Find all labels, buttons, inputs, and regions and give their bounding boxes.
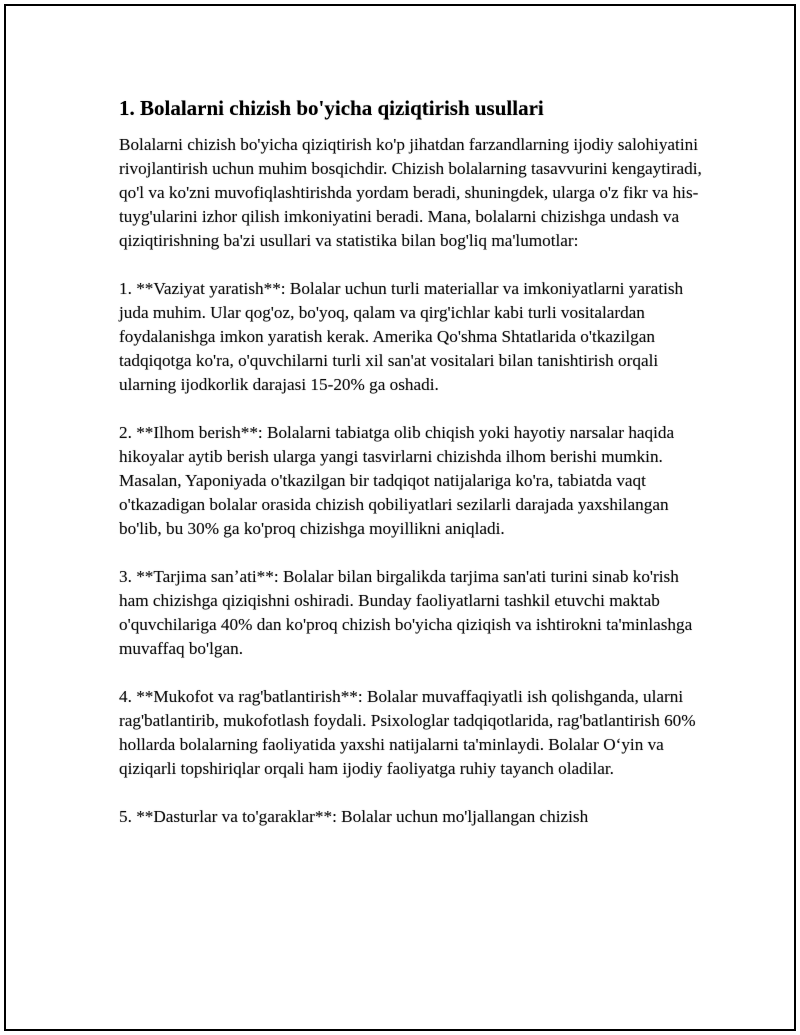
section-heading: 1. Bolalarni chizish bo'yicha qiziqtirish usullari	[119, 96, 544, 120]
list-item: 5. **Dasturlar va to'garaklar**: Bolalar uchun mo'ljallangan chizish	[119, 807, 589, 826]
document-body	[119, 95, 709, 853]
list-item: 4. **Mukofot va rag'batlantirish**: Bolalar muvaffaqiyatli ish qolishganda, ularni rag'batlantirib, mukofotlash foydali. Psixologlar tadqiqotlarida, rag'batlantirish 60% hollarda bolalarning faoliyatida yaxshi natijalarni ta'minlaydi. Bolalar O‘yin va qiziqarli topshiriqlar orqali ham ijodiy faoliyatga ruhiy tayanch oladilar.	[119, 687, 696, 778]
document-page	[4, 4, 796, 1031]
intro-paragraph: Bolalarni chizish bo'yicha qiziqtirish ko'p jihatdan farzandlarning ijodiy salohiyatini rivojlantirish uchun muhim bosqichdir. Chizish bolalarning tasavvurini kengaytiradi, qo'l va ko'zni muvofiqlashtirishda yordam beradi, shuningdek, ularga o'z fikr va his-tuyg'ularini izhor qilish imkoniyatini beradi. Mana, bolalarni chizishga undash va qiziqtirishning ba'zi usullari va statistika bilan bog'liq ma'lumotlar:	[119, 135, 702, 250]
list-item: 3. **Tarjima sanʼati**: Bolalar bilan birgalikda tarjima san'ati turini sinab ko'rish ham chizishga qiziqishni oshiradi. Bunday faoliyatlarni tashkil etuvchi maktab o'quvchilariga 40% dan ko'proq chizish bo'yicha qiziqish va ishtirokni ta'minlashga muvaffaq bo'lgan.	[119, 567, 693, 658]
list-item: 1. **Vaziyat yaratish**: Bolalar uchun turli materiallar va imkoniyatlarni yaratish juda muhim. Ular qog'oz, bo'yoq, qalam va qirg'ichlar kabi turli vositalardan foydalanishga imkon yaratish kerak. Amerika Qo'shma Shtatlarida o'tkazilgan tadqiqotga ko'ra, o'quvchilarni turli xil san'at vositalari bilan tanishtirish orqali ularning ijodkorlik darajasi 15-20% ga oshadi.	[119, 279, 684, 394]
list-item: 2. **Ilhom berish**: Bolalarni tabiatga olib chiqish yoki hayotiy narsalar haqida hikoyalar aytib berish ularga yangi tasvirlarni chizishda ilhom berishi mumkin. Masalan, Yaponiyada o'tkazilgan bir tadqiqot natijalariga ko'ra, tabiatda vaqt o'tkazadigan bolalar orasida chizish qobiliyatlari sezilarli darajada yaxshilangan bo'lib, bu 30% ga ko'proq chizishga moyillikni aniqladi.	[119, 423, 675, 538]
